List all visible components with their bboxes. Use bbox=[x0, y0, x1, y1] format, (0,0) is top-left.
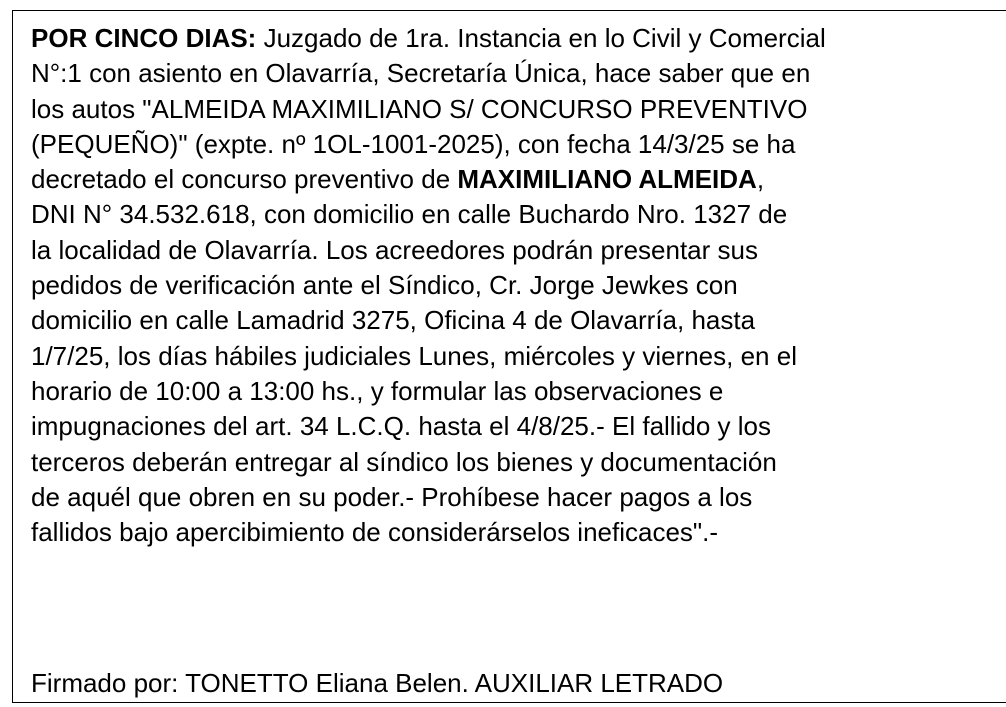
edict-line-9: domicilio en calle Lamadrid 3275, Oficina 4 de Olavarría, hasta bbox=[31, 305, 756, 336]
edict-line-2: N°:1 con asiento en Olavarría, Secretaría Única, hace saber que en bbox=[31, 58, 811, 89]
edict-line-14: de aquél que obren en su poder.- Prohíbese hacer pagos a los bbox=[31, 481, 753, 512]
edict-line-1 bbox=[31, 21, 1006, 56]
edict-line-5-text: decretado el concurso preventivo de bbox=[31, 164, 458, 195]
edict-heading: POR CINCO DIAS: bbox=[31, 23, 257, 53]
edict-line-3: los autos "ALMEIDA MAXIMILIANO S/ CONCURSO PREVENTIVO bbox=[31, 93, 808, 124]
debtor-name: MAXIMILIANO ALMEIDA bbox=[457, 164, 757, 195]
debtor-name-suffix: , bbox=[756, 164, 765, 195]
edict-text bbox=[31, 21, 1006, 550]
edict-line-4: (PEQUEÑO)" (expte. nº 1OL-1001-2025), con fecha 14/3/25 se ha bbox=[31, 128, 796, 159]
signature-line: Firmado por: TONETTO Eliana Belen. AUXILIAR LETRADO bbox=[31, 668, 724, 698]
edict-line-8: pedidos de verificación ante el Síndico, Cr. Jorge Jewkes con bbox=[31, 270, 738, 301]
edict-line-5 bbox=[31, 162, 1006, 197]
edict-line-13: terceros deberán entregar al síndico los bienes y documentación bbox=[31, 446, 777, 477]
edict-line-12: impugnaciones del art. 34 L.C.Q. hasta el 4/8/25.- El fallido y los bbox=[31, 411, 771, 442]
edict-line-7: la localidad de Olavarría. Los acreedores podrán presentar sus bbox=[31, 234, 758, 265]
edict-line-11: horario de 10:00 a 13:00 hs., y formular las observaciones e bbox=[31, 375, 724, 406]
edict-line-10: 1/7/25, los días hábiles judiciales Lunes, miércoles y viernes, en el bbox=[31, 340, 797, 371]
edict-line-15: fallidos bajo apercibimiento de considerárselos ineficaces".- bbox=[31, 517, 719, 548]
edict-line-6: DNI N° 34.532.618, con domicilio en calle Buchardo Nro. 1327 de bbox=[31, 199, 788, 230]
edict-line-1-text: Juzgado de 1ra. Instancia en lo Civil y Comercial bbox=[256, 23, 826, 53]
